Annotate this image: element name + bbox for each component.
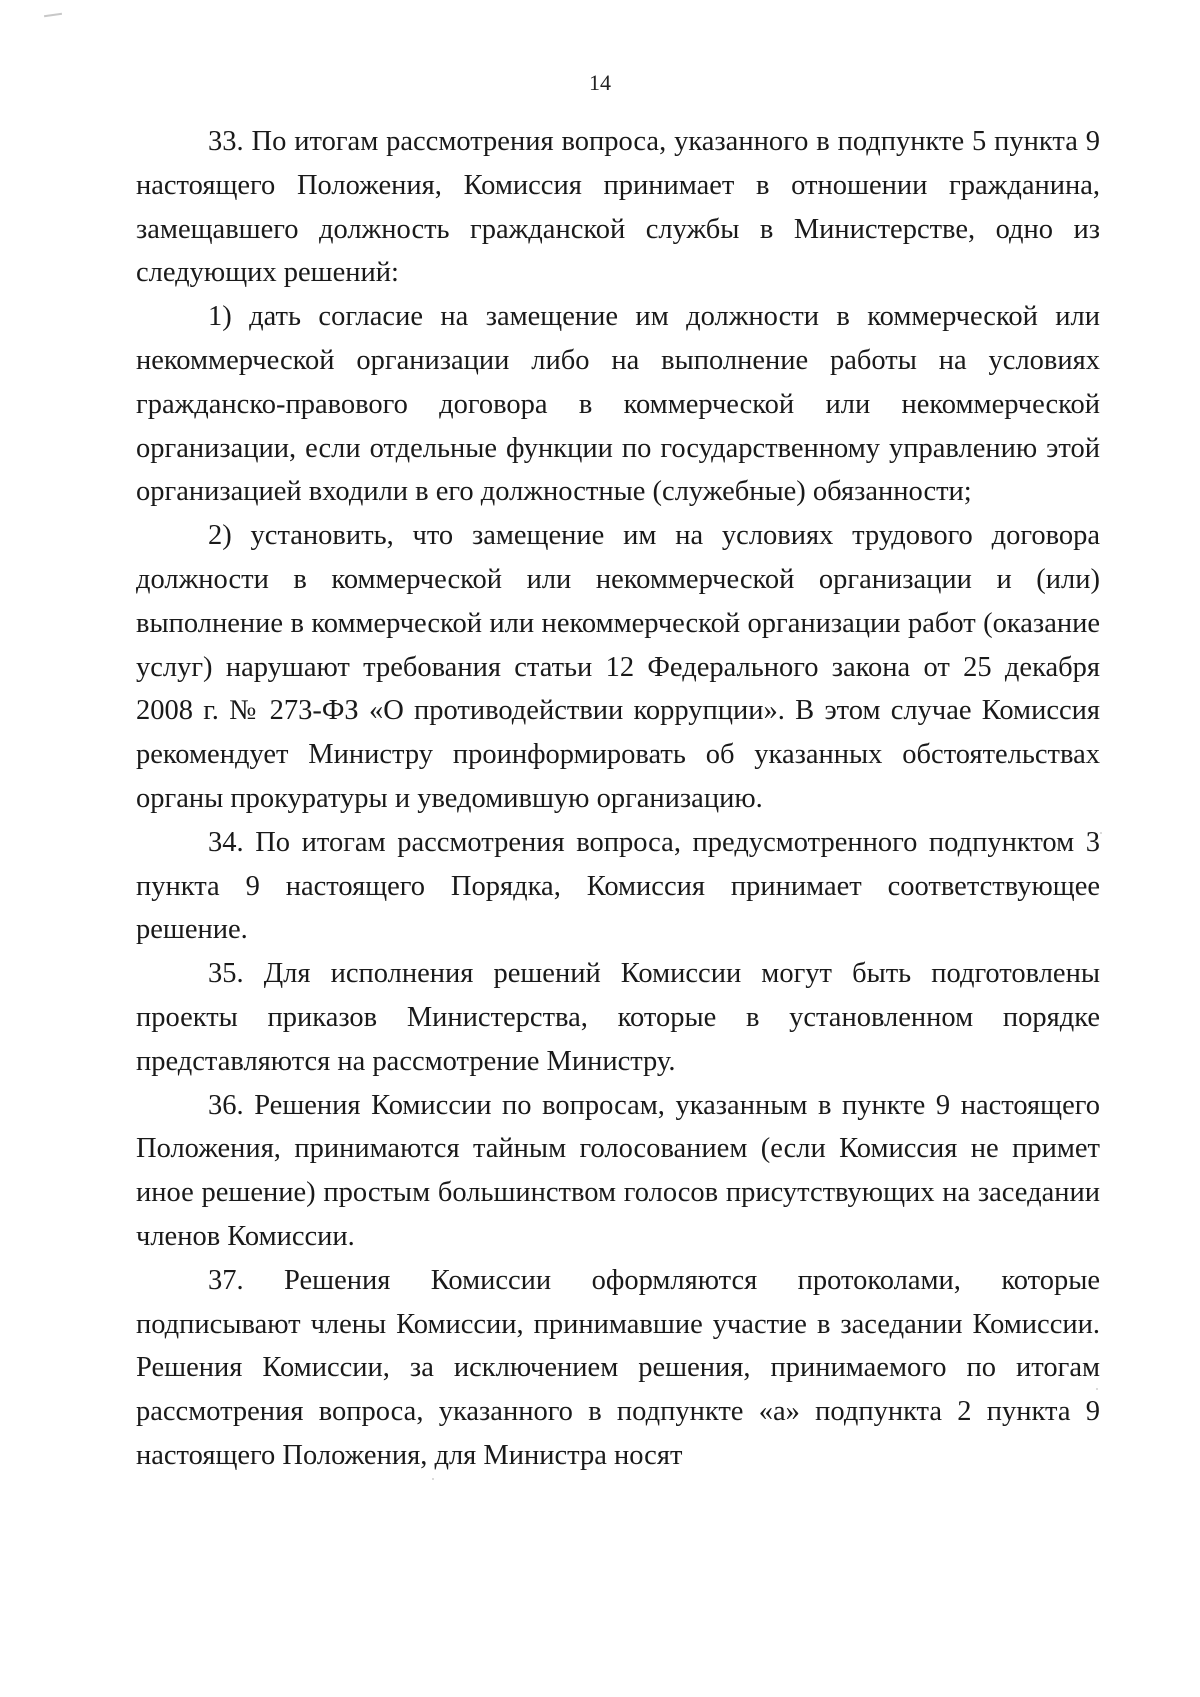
paragraph-33: 33. По итогам рассмотрения вопроса, указанного в подпункте 5 пункта 9 настоящего Положения, Комиссия принимает в отношении гражданина, замещавшего должность гражданской службы в Министерстве, одно из следующих решений:	[136, 126, 1100, 289]
paragraph-34: 34. По итогам рассмотрения вопроса, предусмотренного подпунктом 3 пункта 9 настоящего Порядка, Комиссия принимает соответствующее решение.	[136, 826, 1100, 946]
paragraph-37: 37. Решения Комиссии оформляются протоколами, которые подписывают члены Комиссии, принимавшие участие в заседании Комиссии. Решения Комиссии, за исключением решения, принимаемого по итогам рассмотрения вопроса, указанного в подпункте «а» подпункта 2 пункта 9 настоящего Положения, для Министра носят	[136, 1264, 1100, 1471]
scan-artifact	[1100, 832, 1102, 834]
paragraph-33-item-1: 1) дать согласие на замещение им должности в коммерческой или некоммерческой организации либо на выполнение работы на условиях гражданско-правового договора в коммерческой или некоммерческой организации, если отдельные функции по государственному управлению этой организацией входили в его должностные (служебные) обязанности;	[136, 301, 1100, 508]
paragraph-33-item-2: 2) установить, что замещение им на условиях трудового договора должности в коммерческой или некоммерческой организации и (или) выполнение в коммерческой или некоммерческой организации работ (оказание услуг) нарушают требования статьи 12 Федерального закона от 25 декабря 2008 г. № 273-ФЗ «О противодействии коррупции». В этом случае Комиссия рекомендует Министру проинформировать об указанных обстоятельствах органы прокуратуры и уведомившую организацию.	[136, 520, 1100, 814]
scan-artifact	[44, 13, 62, 17]
paragraph-36: 36. Решения Комиссии по вопросам, указанным в пункте 9 настоящего Положения, принимаются тайным голосованием (если Комиссия не примет иное решение) простым большинством голосов присутствующих на заседании членов Комиссии.	[136, 1089, 1100, 1252]
scan-artifact	[432, 1478, 434, 1480]
paragraph-35: 35. Для исполнения решений Комиссии могут быть подготовлены проекты приказов Министерства, которые в установленном порядке представляются на рассмотрение Министру.	[136, 958, 1100, 1077]
document-body	[136, 120, 1100, 1478]
page-number: 14	[589, 70, 611, 95]
